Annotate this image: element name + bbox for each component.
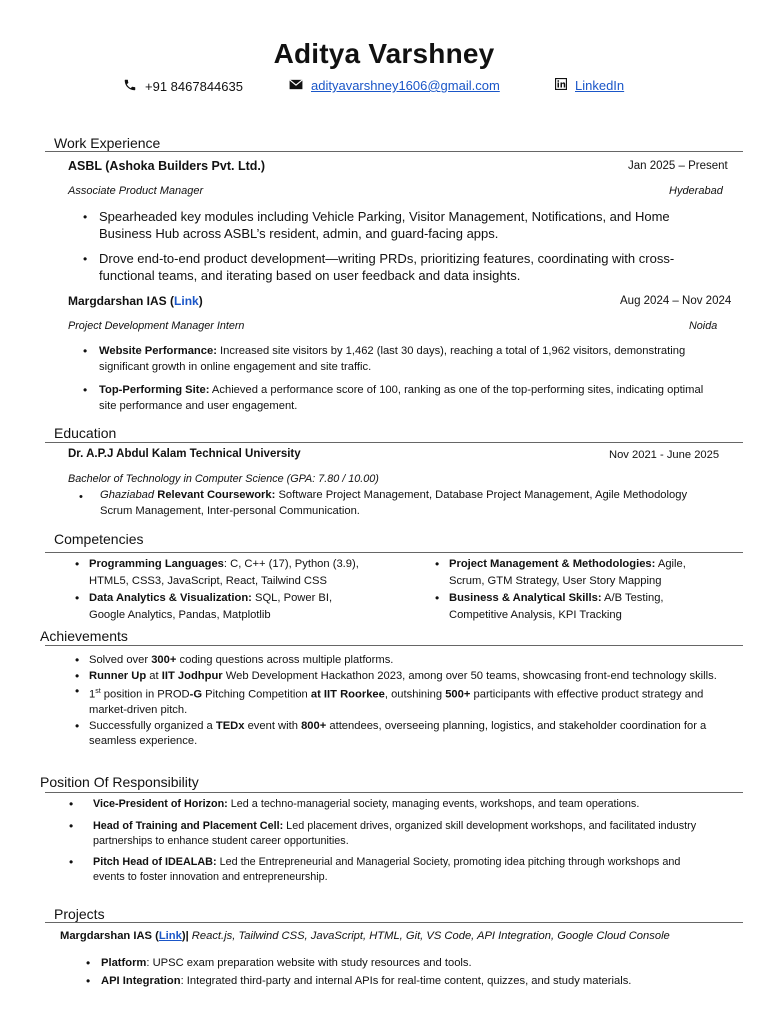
job-role: Associate Product Manager [68, 185, 204, 197]
section-divider [45, 792, 743, 793]
job-location: Noida [689, 320, 718, 332]
candidate-name: Aditya Varshney [273, 38, 495, 69]
list-item: • API Integration: Integrated third-party and internal APIs for real-time content, quizzes, and study materials. [86, 974, 632, 988]
section-title-achievements: Achievements [40, 628, 128, 644]
job-dates: Jan 2025 – Present [628, 160, 728, 172]
phone-icon [123, 78, 137, 95]
section-title-projects: Projects [54, 906, 105, 922]
list-item: • Website Performance: Increased site visitors by 1,462 (last 30 days), reaching a total of 1,962 visitors, demonstrating significant growth in online engagement and site traffic. [83, 344, 686, 373]
competency-list-right [435, 556, 709, 624]
project-link[interactable]: Link [158, 930, 182, 942]
job-location: Hyderabad [669, 185, 723, 197]
achievement-list [75, 653, 719, 750]
degree: Bachelor of Technology in Computer Science (GPA: 7.80 / 10.00) [68, 473, 379, 485]
job-role: Project Development Manager Intern [68, 320, 245, 332]
list-item: • Project Management & Methodologies: Agile, Scrum, GTM Strategy, User Story Mapping [435, 557, 686, 587]
education-dates: Nov 2021 - June 2025 [609, 449, 720, 461]
list-item: • Platform: UPSC exam preparation website with study resources and tools. [86, 956, 472, 970]
coursework: • Ghaziabad Relevant Coursework: Software Project Management, Database Project Management, Agile Methodology Scrum Management, Inter-personal Communication. [79, 489, 688, 517]
linkedin-link[interactable]: LinkedIn [575, 78, 625, 93]
section-divider [45, 645, 743, 646]
section-title-responsibility: Position Of Responsibility [40, 774, 199, 790]
email-contact [289, 78, 500, 93]
section-divider [45, 922, 743, 923]
list-item: • Vice-President of Horizon: Led a techno-managerial society, managing events, workshops, and team operations. [69, 797, 640, 811]
company-link[interactable]: Link [174, 294, 199, 308]
school-name: Dr. A.P.J Abdul Kalam Technical University [68, 448, 301, 460]
job-bullets [83, 344, 719, 414]
section-divider [45, 151, 743, 152]
phone-contact [123, 78, 243, 95]
list-item: • Data Analytics & Visualization: SQL, Power BI, Google Analytics, Pandas, Matplotlib [75, 591, 333, 621]
responsibility-list [69, 797, 713, 886]
project-bullets [86, 954, 721, 990]
list-item: • Head of Training and Placement Cell: Led placement drives, organized skill development workshops, and facilitated industry partnerships to enhance student career opportunities. [69, 818, 697, 847]
company-name: Margdarshan IAS (Link) [68, 294, 203, 308]
list-item: • Successfully organized a TEDx event with 800+ attendees, overseeing planning, logistics, and stakeholder coordination for a seamless experience. [75, 718, 707, 748]
job-dates: Aug 2024 – Nov 2024 [620, 295, 732, 307]
job-bullets [83, 209, 699, 284]
list-item: • Top-Performing Site: Achieved a performance score of 100, ranking as one of the top-performing sites, indicating optimal site performance and user engagement. [83, 383, 704, 412]
competency-list-left [75, 556, 369, 624]
list-item: • Runner Up at IIT Jodhpur Web Development Hackathon 2023, among over 50 teams, showcasing front-end technology skills. [75, 668, 717, 683]
list-item: • Spearheaded key modules including Vehicle Parking, Visitor Management, Notifications, and Home Business Hub across ASBL’s resident, admin, and guard-facing apps. [83, 209, 670, 241]
section-title-competencies: Competencies [54, 531, 144, 547]
project-header: Margdarshan IAS (Link)| React.js, Tailwind CSS, JavaScript, HTML, Git, VS Code, API Integration, Google Cloud Console [60, 930, 670, 942]
section-divider [45, 552, 743, 553]
section-title-work: Work Experience [54, 135, 161, 151]
envelope-icon [289, 78, 303, 93]
list-item: • Business & Analytical Skills: A/B Testing, Competitive Analysis, KPI Tracking [435, 591, 664, 621]
linkedin-icon [555, 78, 567, 93]
list-item: • 1st position in PROD-G Pitching Competition at IIT Roorkee, outshining 500+ participants with effective product strategy and market-driven pitch. [75, 684, 704, 717]
email-link[interactable]: adityavarshney1606@gmail.com [311, 78, 500, 93]
section-title-education: Education [54, 425, 117, 441]
section-divider [45, 442, 743, 443]
list-item: • Drove end-to-end product development—writing PRDs, prioritizing features, coordinating with cross-functional teams, and iterating based on user feedback and data insights. [83, 251, 675, 283]
list-item: • Programming Languages: C, C++ (17), Python (3.9), HTML5, CSS3, JavaScript, React, Tailwind CSS [75, 557, 359, 587]
list-item: • Pitch Head of IDEALAB: Led the Entrepreneurial and Managerial Society, promoting idea pitching through workshops and events to foster innovation and entrepreneurship. [69, 854, 681, 883]
phone-number: +91 8467844635 [145, 79, 243, 94]
linkedin-contact [555, 78, 624, 93]
list-item: • Solved over 300+ coding questions across multiple platforms. [75, 653, 394, 667]
company-name: ASBL (Ashoka Builders Pvt. Ltd.) [68, 159, 266, 173]
